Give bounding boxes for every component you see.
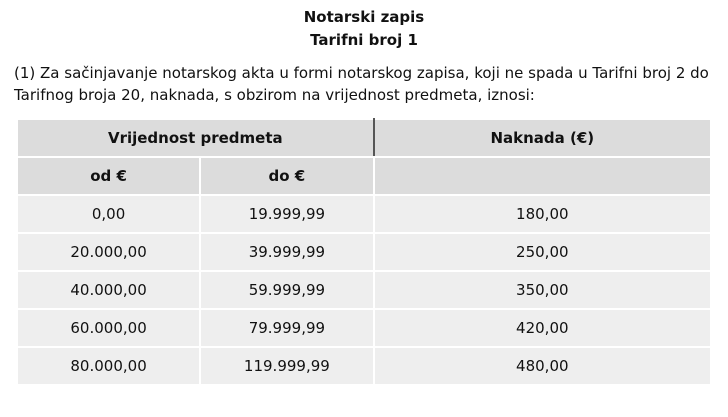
to-cell: 19.999,99 [200,195,373,233]
table-row [17,309,711,347]
fee-cell: 180,00 [374,195,711,233]
fee-cell: 420,00 [374,309,711,347]
fee-cell: 480,00 [374,347,711,385]
tariff-paragraph: (1) Za sačinjavanje notarskog akta u formi notarskog zapisa, koji ne spada u Tarifni broj 2 do Tarifnog broja 20, naknada, s obzirom na vrijednost predmeta, iznosi: [14,64,709,104]
fee-table [16,118,712,386]
to-cell: 79.999,99 [200,309,373,347]
from-header: od € [17,157,200,195]
fee-header: Naknada (€) [374,119,711,157]
fee-subheader-empty [374,157,711,195]
from-cell: 80.000,00 [17,347,200,385]
table-header-row [17,119,711,157]
table-row [17,271,711,309]
table-subheader-row [17,157,711,195]
to-cell: 59.999,99 [200,271,373,309]
to-cell: 119.999,99 [200,347,373,385]
from-cell: 0,00 [17,195,200,233]
fee-cell: 350,00 [374,271,711,309]
from-cell: 20.000,00 [17,233,200,271]
table-row [17,233,711,271]
to-header: do € [200,157,373,195]
table-row [17,195,711,233]
from-cell: 40.000,00 [17,271,200,309]
document-title: Notarski zapis [303,8,425,26]
table-row [17,347,711,385]
document-subtitle: Tarifni broj 1 [310,31,418,49]
value-group-header: Vrijednost predmeta [17,119,374,157]
from-cell: 60.000,00 [17,309,200,347]
fee-cell: 250,00 [374,233,711,271]
to-cell: 39.999,99 [200,233,373,271]
